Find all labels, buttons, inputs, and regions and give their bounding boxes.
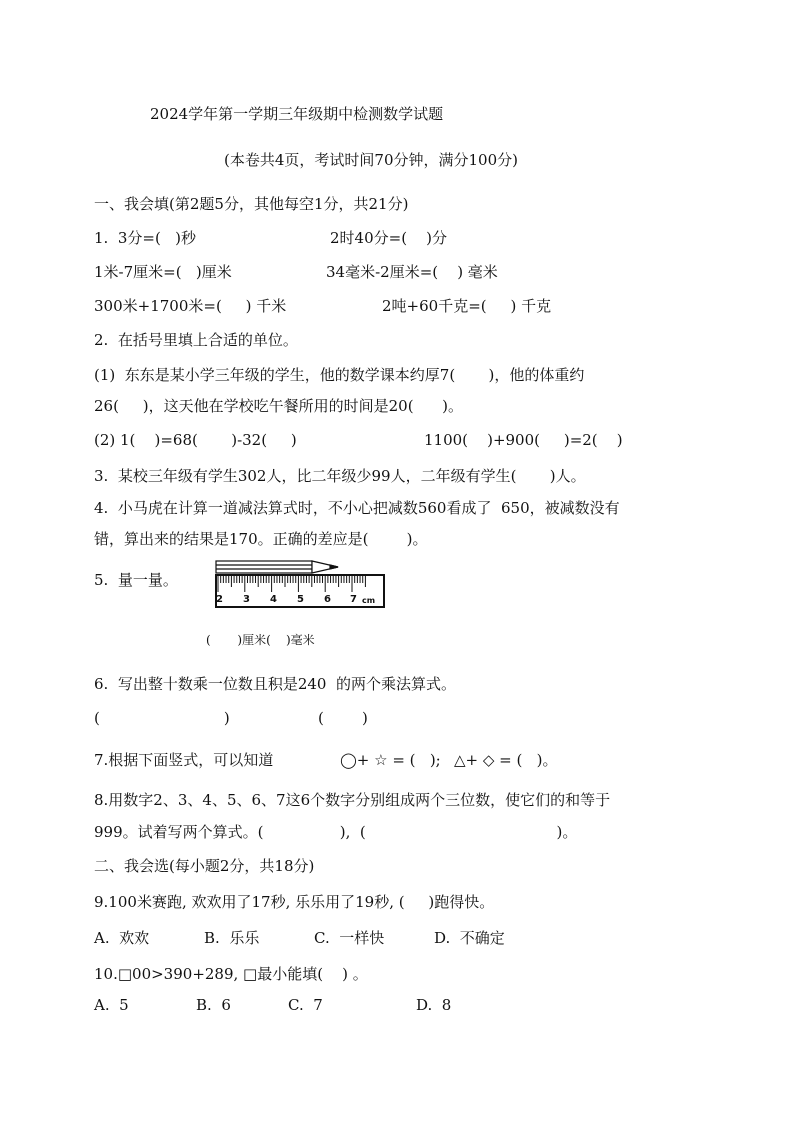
ruler-label-5: 5 [297,594,304,605]
ruler-illustration [214,556,388,610]
ruler-label-6: 6 [324,594,331,605]
q6-stem: 6. 写出整十数乘一位数且积是240 的两个乘法算式。 [94,675,457,693]
q10-stem: 10.□00>390+289, □最小能填( ) 。 [94,965,368,983]
ruler-label-3: 3 [243,594,250,605]
q4-line1: 4. 小马虎在计算一道减法算式时，不小心把减数560看成了 650，被减数没有 [94,499,620,517]
q3-text: 3. 某校三年级有学生302人，比二年级少99人，二年级有学生( )人。 [94,467,586,485]
ruler-unit-label: cm [362,596,376,605]
q7-circle-star-blank: ◯+ ☆ = ( ); [340,751,441,769]
q1-item-a: 1. 3分=( )秒 [94,229,196,247]
q9-option-b: B. 乐乐 [204,929,260,947]
q7-triangle-diamond-blank: △+ ◇ = ( )。 [454,751,558,769]
section2-heading: 二、我会选(每小题2分，共18分) [94,857,315,875]
q8-line1: 8.用数字2、3、4、5、6、7这6个数字分别组成两个三位数，使它们的和等于 [94,791,611,809]
q6-blank1: ( ) [94,709,230,727]
q5-stem: 5. 量一量。 [94,571,178,589]
ruler-label-7: 7 [350,594,357,605]
q9-option-d: D. 不确定 [434,929,505,947]
q5-answer-blanks: ( )厘米( )毫米 [206,633,315,647]
q10-option-a: A. 5 [94,996,129,1014]
q2-part2-left: (2) 1( )=68( )-32( ) [94,431,297,449]
exam-subtitle: (本卷共4页，考试时间70分钟，满分100分) [224,151,518,169]
q1-item-f: 2吨+60千克=( ) 千克 [382,297,552,315]
q10-option-b: B. 6 [196,996,231,1014]
q9-option-c: C. 一样快 [314,929,385,947]
q1-item-c: 1米-7厘米=( )厘米 [94,263,232,281]
q1-item-b: 2时40分=( )分 [330,229,447,247]
q1-item-d: 34毫米-2厘米=( ) 毫米 [326,263,498,281]
q9-stem: 9.100米赛跑, 欢欢用了17秒, 乐乐用了19秒, ( )跑得快。 [94,893,495,911]
q8-line2: 999。试着写两个算式。( ), ( )。 [94,823,578,841]
section1-heading: 一、我会填(第2题5分，其他每空1分，共21分) [94,195,409,213]
ruler-label-4: 4 [270,594,277,605]
q2-part1-line1: (1) 东东是某小学三年级的学生，他的数学课本约厚7( )，他的体重约 [94,366,585,384]
q2-part1-line2: 26( )，这天他在学校吃午餐所用的时间是20( )。 [94,397,464,415]
ruler-label-2: 2 [216,594,223,605]
q4-line2: 错，算出来的结果是170。正确的差应是( )。 [94,530,428,548]
q10-option-d: D. 8 [416,996,452,1014]
q9-option-a: A. 欢欢 [94,929,150,947]
q2-part2-right: 1100( )+900( )=2( ) [424,431,623,449]
pencil-icon [216,561,338,573]
q1-item-e: 300米+1700米=( ) 千米 [94,297,287,315]
q7-stem: 7.根据下面竖式，可以知道 [94,751,274,769]
q6-blank2: ( ) [318,709,368,727]
exam-title: 2024学年第一学期三年级期中检测数学试题 [150,105,444,123]
q10-option-c: C. 7 [288,996,323,1014]
q2-stem: 2. 在括号里填上合适的单位。 [94,331,298,349]
